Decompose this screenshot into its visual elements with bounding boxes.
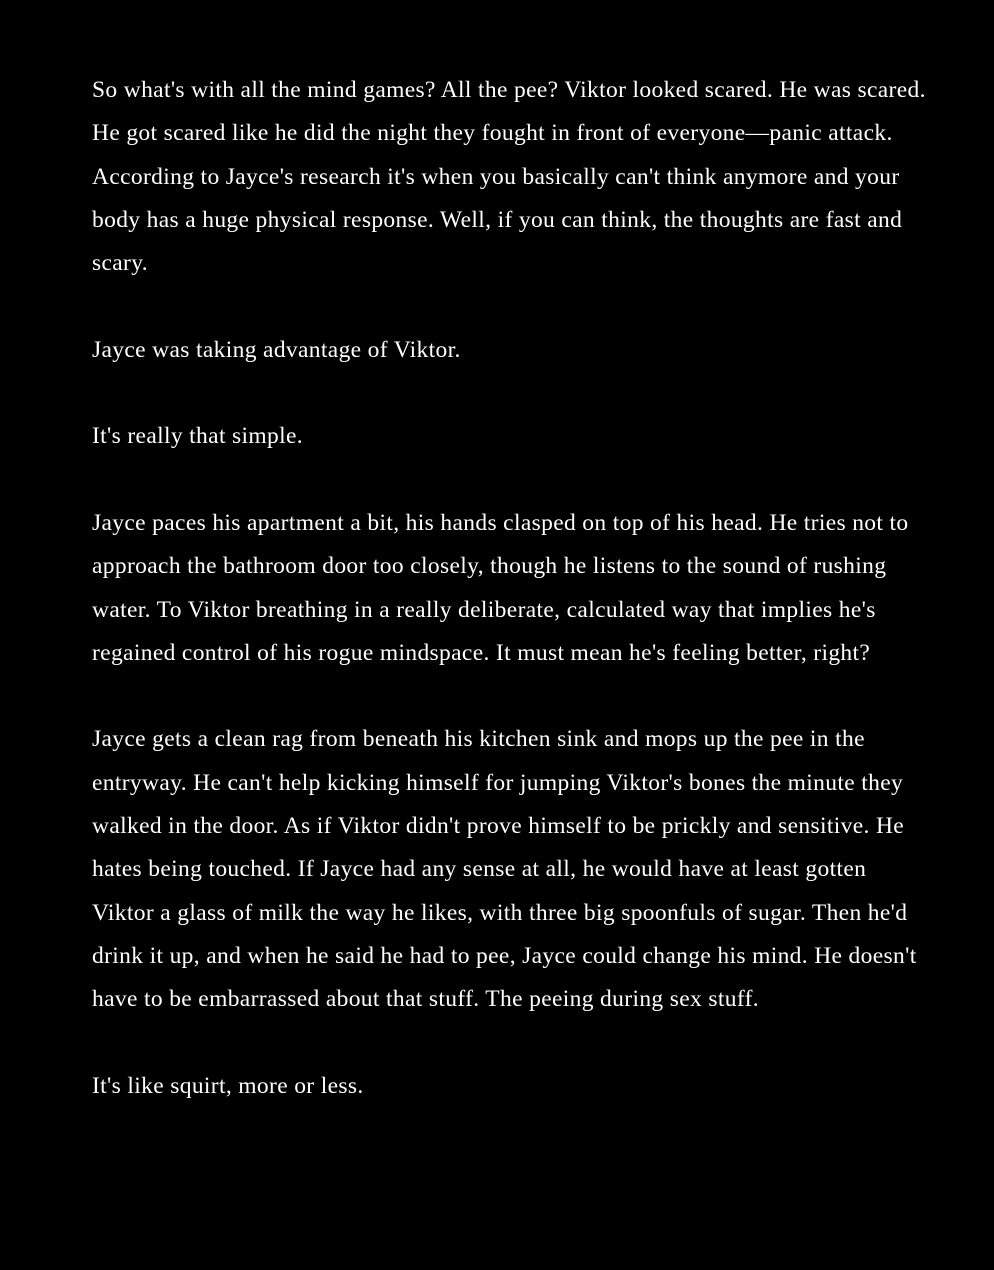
- story-paragraph: Jayce was taking advantage of Viktor.: [92, 336, 461, 363]
- story-paragraph: It's like squirt, more or less.: [92, 1072, 364, 1099]
- story-text-body: [92, 69, 932, 1108]
- story-paragraph: Jayce gets a clean rag from beneath his kitchen sink and mops up the pee in the entryway. He can't help kicking himself for jumping Viktor's bones the minute they walked in the door. As if Viktor didn't prove himself to be prickly and sensitive. He hates being touched. If Jayce had any sense at all, he would have at least gotten Viktor a glass of milk the way he likes, with three big spoonfuls of sugar. Then he'd drink it up, and when he said he had to pee, Jayce could change his mind. He doesn't have to be embarrassed about that stuff. The peeing during sex stuff.: [92, 726, 917, 1013]
- story-paragraph: It's really that simple.: [92, 423, 304, 450]
- story-paragraph: Jayce paces his apartment a bit, his hands clasped on top of his head. He tries not to approach the bathroom door too closely, though he listens to the sound of rushing water. To Viktor breathing in a really deliberate, calculated way that implies he's regained control of his rogue mindspace. It must mean he's feeling better, right?: [92, 509, 909, 666]
- story-paragraph: So what's with all the mind games? All the pee? Viktor looked scared. He was scared. He got scared like he did the night they fought in front of everyone—panic attack. According to Jayce's research it's when you basically can't think anymore and your body has a huge physical response. Well, if you can think, the thoughts are fast and scary.: [92, 77, 926, 277]
